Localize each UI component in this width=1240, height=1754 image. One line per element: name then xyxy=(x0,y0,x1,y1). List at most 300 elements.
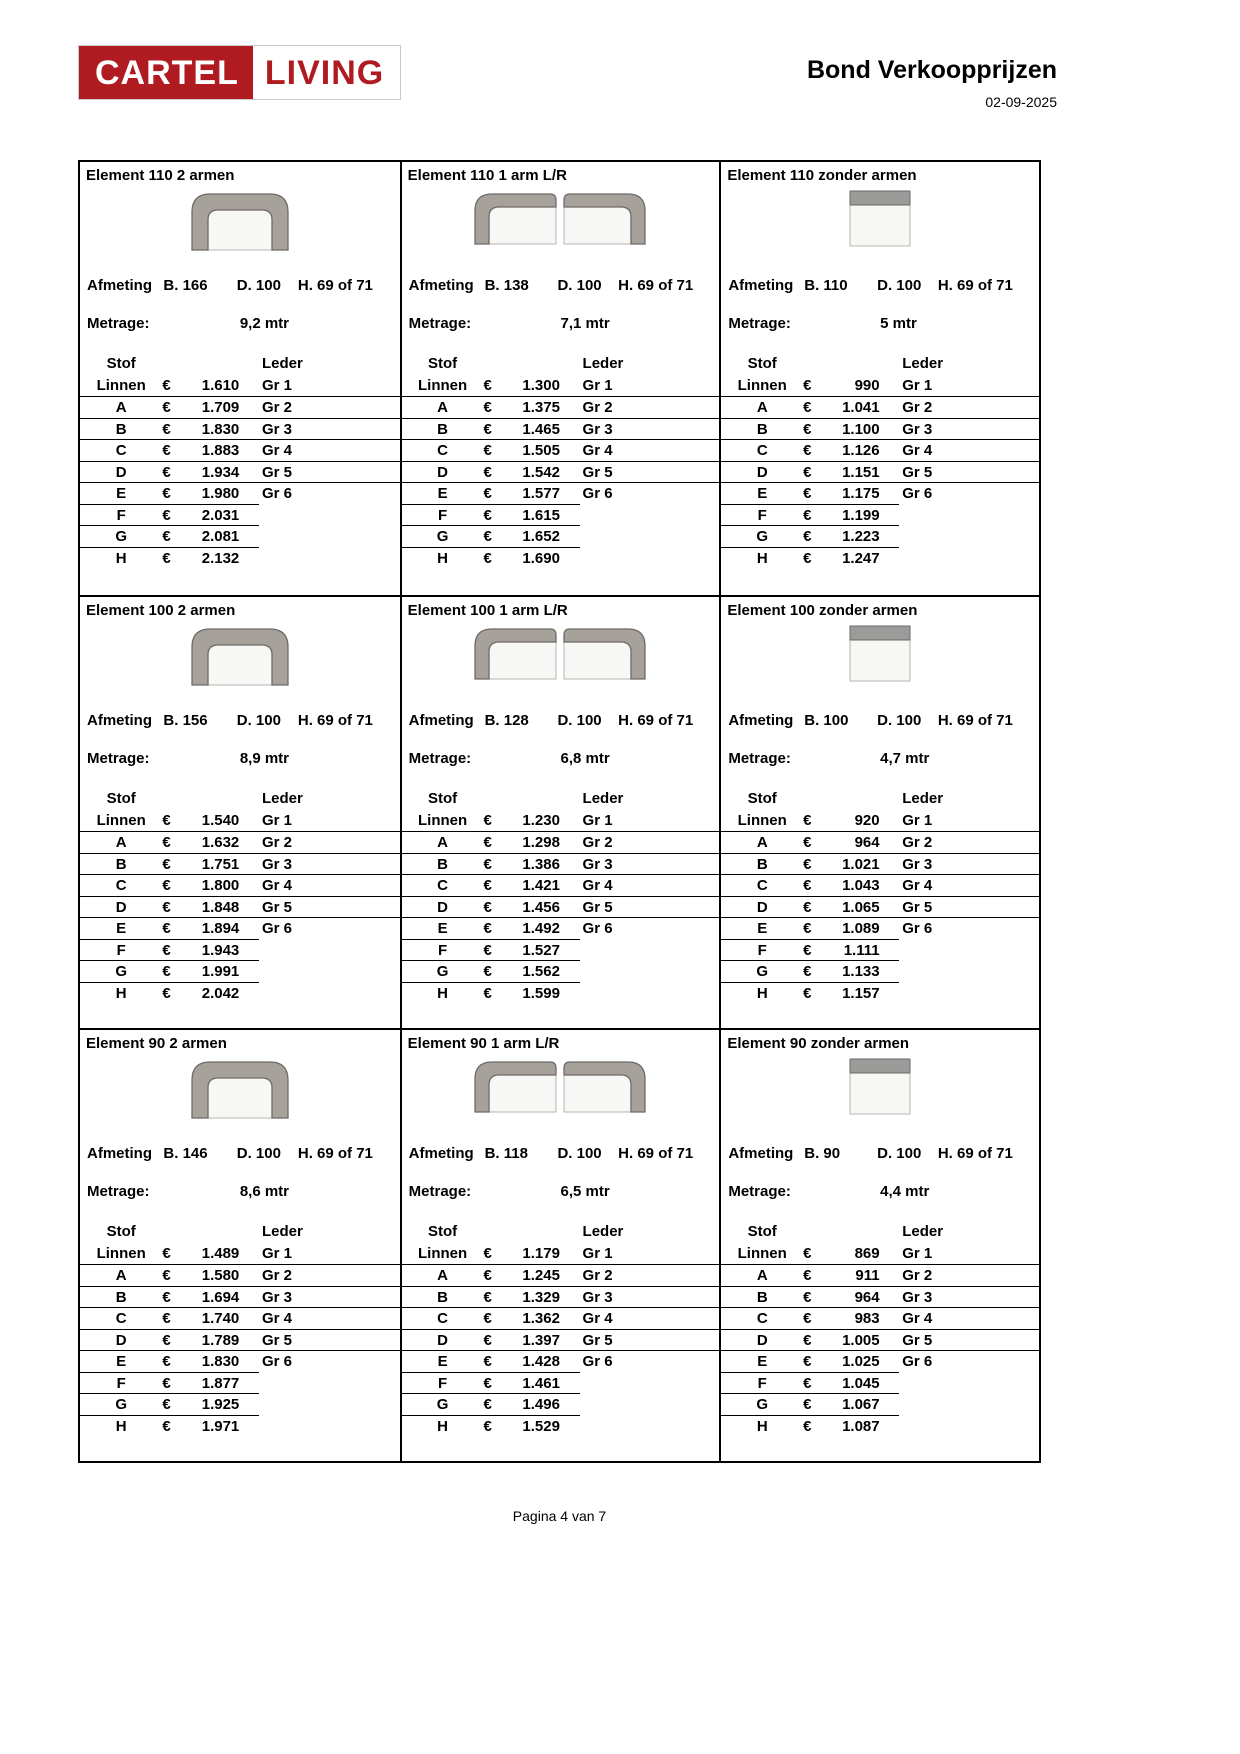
price-value: 983 xyxy=(854,1310,880,1327)
price-value: 2.132 xyxy=(201,549,240,567)
euro-sign: € xyxy=(803,1331,812,1349)
metrage-row xyxy=(402,315,720,332)
leder-group-label xyxy=(899,960,1039,982)
price-value: 1.126 xyxy=(842,442,880,459)
leder-group-label: Gr 2 xyxy=(902,1267,933,1284)
price-row xyxy=(402,482,720,504)
price-row xyxy=(80,1307,400,1329)
leder-group-label: Gr 5 xyxy=(262,463,293,481)
euro-sign: € xyxy=(803,984,812,1002)
price-table xyxy=(80,788,400,1003)
price-table xyxy=(721,1221,1039,1436)
stof-label: E xyxy=(757,1353,768,1370)
logo-cartel-text: CARTEL xyxy=(79,46,253,99)
price-value: 1.751 xyxy=(201,855,240,873)
euro-sign: € xyxy=(483,811,492,829)
element-panel xyxy=(719,162,1039,595)
leder-group-label: Gr 5 xyxy=(582,898,613,916)
price-table-header xyxy=(80,353,400,375)
metrage-label: Metrage: xyxy=(87,1183,150,1200)
stof-label: F xyxy=(757,1374,767,1392)
hoogte-value: H. 69 of 71 xyxy=(618,712,694,729)
stof-label: A xyxy=(115,399,127,416)
afmeting-row xyxy=(80,1145,400,1162)
panel-title: Element 90 1 arm L/R xyxy=(407,1035,560,1052)
price-value: 1.199 xyxy=(842,506,880,524)
leder-column-header: Leder xyxy=(902,355,944,372)
price-value: 1.025 xyxy=(842,1353,880,1370)
euro-sign: € xyxy=(162,1244,171,1262)
euro-sign: € xyxy=(803,855,812,873)
price-row xyxy=(721,1286,1039,1308)
stof-label: F xyxy=(116,941,126,959)
price-row xyxy=(80,939,400,961)
euro-sign: € xyxy=(162,1267,171,1284)
price-row xyxy=(721,810,1039,832)
diepte-value: D. 100 xyxy=(877,277,922,294)
euro-sign: € xyxy=(803,1288,812,1306)
leder-group-label xyxy=(259,547,400,569)
afmeting-row xyxy=(721,277,1039,294)
metrage-label: Metrage: xyxy=(728,315,791,332)
price-value: 1.087 xyxy=(842,1417,880,1435)
price-value: 1.089 xyxy=(842,920,880,937)
euro-sign: € xyxy=(162,1374,171,1392)
price-value: 1.740 xyxy=(201,1310,240,1327)
diepte-value: D. 100 xyxy=(557,1145,602,1162)
price-row xyxy=(80,547,400,569)
price-value: 1.100 xyxy=(842,420,880,438)
stof-label: Linnen xyxy=(737,1244,787,1262)
element-panel xyxy=(400,595,720,1028)
breedte-value: B. 110 xyxy=(804,277,848,294)
euro-sign: € xyxy=(803,506,812,524)
leder-group-label: Gr 6 xyxy=(262,485,293,502)
leder-column-header: Leder xyxy=(262,355,303,372)
euro-sign: € xyxy=(803,1267,812,1284)
price-value: 1.694 xyxy=(201,1288,240,1306)
document-date: 02-09-2025 xyxy=(985,94,1057,110)
price-value: 1.980 xyxy=(201,485,240,502)
price-value: 1.300 xyxy=(522,376,560,394)
stof-label: A xyxy=(437,399,448,416)
price-row xyxy=(80,874,400,896)
breedte-value: B. 138 xyxy=(484,277,529,294)
leder-group-label: Gr 3 xyxy=(262,855,293,873)
price-row xyxy=(402,960,720,982)
leder-group-label: Gr 1 xyxy=(902,1244,933,1262)
euro-sign: € xyxy=(803,877,812,894)
price-value: 1.465 xyxy=(522,420,560,438)
breedte-value: B. 128 xyxy=(484,712,529,729)
leder-group-label: Gr 1 xyxy=(582,376,613,394)
stof-label: H xyxy=(115,1417,127,1435)
stof-label: B xyxy=(756,1288,768,1306)
stof-label: D xyxy=(115,898,127,916)
leder-group-label: Gr 4 xyxy=(582,442,613,459)
price-value: 1.045 xyxy=(842,1374,880,1392)
price-value: 869 xyxy=(854,1244,880,1262)
stof-column-header: Stof xyxy=(427,355,458,372)
price-value: 1.456 xyxy=(522,898,560,916)
leder-column-header: Leder xyxy=(582,790,624,807)
element-panel xyxy=(719,1028,1039,1461)
stof-label: Linnen xyxy=(737,376,787,394)
leder-group-label: Gr 6 xyxy=(262,1353,293,1370)
stof-column-header: Stof xyxy=(747,355,777,372)
euro-sign: € xyxy=(803,1310,812,1327)
stof-label: F xyxy=(116,506,126,524)
price-value: 1.527 xyxy=(522,941,560,959)
euro-sign: € xyxy=(483,1374,492,1392)
price-table-header xyxy=(80,788,400,810)
stof-label: D xyxy=(115,1331,127,1349)
euro-sign: € xyxy=(483,376,492,394)
hoogte-value: H. 69 of 71 xyxy=(297,277,373,294)
stof-label: B xyxy=(437,1288,448,1306)
euro-sign: € xyxy=(483,877,492,894)
stof-label: Linnen xyxy=(417,1244,468,1262)
price-row xyxy=(80,831,400,853)
price-value: 2.031 xyxy=(201,506,240,524)
leder-group-label: Gr 2 xyxy=(582,1267,613,1284)
logo-living-text: LIVING xyxy=(253,46,400,99)
stof-label: H xyxy=(115,984,127,1002)
price-value: 1.065 xyxy=(842,898,880,916)
metrage-label: Metrage: xyxy=(408,315,472,332)
leder-group-label xyxy=(259,939,400,961)
leder-group-label: Gr 6 xyxy=(902,485,933,502)
page-title: Bond Verkoopprijzen xyxy=(806,56,1057,84)
leder-group-label: Gr 4 xyxy=(262,442,293,459)
stof-label: G xyxy=(436,1396,449,1413)
euro-sign: € xyxy=(483,1267,492,1284)
euro-sign: € xyxy=(483,834,492,851)
leder-group-label: Gr 3 xyxy=(262,1288,293,1306)
price-value: 1.133 xyxy=(842,963,880,980)
element-panel xyxy=(400,162,720,595)
stof-label: Linnen xyxy=(96,811,146,829)
leder-group-label xyxy=(899,982,1039,1004)
leder-group-label: Gr 4 xyxy=(902,877,933,894)
panel-title: Element 110 1 arm L/R xyxy=(407,167,567,184)
stof-label: C xyxy=(115,877,127,894)
leder-group-label: Gr 6 xyxy=(582,1353,613,1370)
price-value: 1.877 xyxy=(201,1374,240,1392)
stof-label: F xyxy=(437,1374,448,1392)
price-row xyxy=(402,1350,720,1372)
leder-group-label: Gr 5 xyxy=(262,1331,293,1349)
diepte-value: D. 100 xyxy=(557,277,602,294)
leder-group-label: Gr 2 xyxy=(262,399,293,416)
price-row xyxy=(721,982,1039,1004)
leder-group-label: Gr 2 xyxy=(902,399,933,416)
price-table-header xyxy=(402,1221,720,1243)
euro-sign: € xyxy=(803,920,812,937)
hoogte-value: H. 69 of 71 xyxy=(937,277,1013,294)
euro-sign: € xyxy=(803,1374,812,1392)
leder-group-label: Gr 6 xyxy=(582,920,613,937)
price-row xyxy=(402,504,720,526)
price-row xyxy=(80,504,400,526)
euro-sign: € xyxy=(162,1310,171,1327)
price-value: 1.175 xyxy=(842,485,880,502)
hoogte-value: H. 69 of 71 xyxy=(937,712,1013,729)
euro-sign: € xyxy=(483,1288,492,1306)
price-value: 1.894 xyxy=(201,920,240,937)
price-row xyxy=(80,1264,400,1286)
price-row xyxy=(80,1329,400,1351)
price-value: 1.230 xyxy=(522,811,560,829)
leder-group-label: Gr 1 xyxy=(582,1244,613,1262)
diepte-value: D. 100 xyxy=(236,277,281,294)
euro-sign: € xyxy=(803,442,812,459)
price-value: 1.599 xyxy=(522,984,560,1002)
hoogte-value: H. 69 of 71 xyxy=(618,1145,694,1162)
leder-group-label xyxy=(899,939,1039,961)
stof-label: Linnen xyxy=(417,376,468,394)
stof-label: B xyxy=(115,855,127,873)
price-value: 1.151 xyxy=(842,463,880,481)
price-value: 1.991 xyxy=(201,963,240,980)
price-row xyxy=(402,831,720,853)
breedte-value: B. 166 xyxy=(163,277,208,294)
no-arms-sofa-diagram xyxy=(721,190,1039,260)
price-value: 1.505 xyxy=(522,442,560,459)
price-row xyxy=(721,831,1039,853)
price-value: 1.971 xyxy=(201,1417,240,1435)
euro-sign: € xyxy=(803,376,812,394)
price-row xyxy=(402,1372,720,1394)
euro-sign: € xyxy=(162,1353,171,1370)
afmeting-label: Afmeting xyxy=(408,1145,474,1162)
leder-group-label: Gr 4 xyxy=(902,1310,933,1327)
leder-group-label xyxy=(899,525,1039,547)
stof-label: B xyxy=(756,855,768,873)
price-table xyxy=(721,788,1039,1003)
afmeting-row xyxy=(402,1145,720,1162)
price-row xyxy=(402,982,720,1004)
afmeting-label: Afmeting xyxy=(408,277,474,294)
metrage-value: 4,4 mtr xyxy=(880,1183,930,1200)
price-value: 1.043 xyxy=(842,877,880,894)
leder-group-label: Gr 3 xyxy=(582,420,613,438)
price-row xyxy=(80,1415,400,1437)
euro-sign: € xyxy=(483,1417,492,1435)
euro-sign: € xyxy=(483,963,492,980)
price-row xyxy=(721,418,1039,440)
leder-group-label xyxy=(580,547,720,569)
leder-group-label: Gr 3 xyxy=(582,1288,613,1306)
price-row xyxy=(80,853,400,875)
price-value: 1.489 xyxy=(201,1244,240,1262)
stof-label: B xyxy=(115,420,127,438)
stof-label: E xyxy=(116,920,127,937)
diepte-value: D. 100 xyxy=(877,712,922,729)
stof-label: C xyxy=(115,442,127,459)
euro-sign: € xyxy=(483,399,492,416)
leder-group-label: Gr 5 xyxy=(902,898,933,916)
price-value: 1.925 xyxy=(201,1396,240,1413)
stof-label: B xyxy=(756,420,768,438)
element-panel xyxy=(80,1028,400,1461)
price-value: 1.298 xyxy=(522,834,560,851)
stof-label: D xyxy=(756,1331,768,1349)
leder-group-label xyxy=(899,1393,1039,1415)
price-value: 1.041 xyxy=(842,399,880,416)
stof-label: C xyxy=(115,1310,127,1327)
metrage-row xyxy=(80,315,400,332)
stof-label: H xyxy=(756,1417,768,1435)
metrage-value: 5 mtr xyxy=(880,315,917,332)
stof-column-header: Stof xyxy=(106,790,136,807)
stof-label: A xyxy=(437,1267,448,1284)
panel-title: Element 100 2 armen xyxy=(86,602,236,619)
leder-group-label: Gr 6 xyxy=(902,1353,933,1370)
stof-label: F xyxy=(437,941,448,959)
leder-group-label xyxy=(259,1415,400,1437)
price-row xyxy=(80,1393,400,1415)
price-row xyxy=(80,960,400,982)
price-row xyxy=(402,1264,720,1286)
leder-group-label: Gr 3 xyxy=(902,420,933,438)
leder-group-label: Gr 3 xyxy=(902,1288,933,1306)
stof-label: G xyxy=(756,528,769,545)
euro-sign: € xyxy=(483,941,492,959)
metrage-row xyxy=(80,750,400,767)
euro-sign: € xyxy=(803,399,812,416)
leder-group-label: Gr 2 xyxy=(902,834,933,851)
price-row xyxy=(402,1307,720,1329)
metrage-row xyxy=(721,1183,1039,1200)
panel-title: Element 90 2 armen xyxy=(86,1035,227,1052)
leder-group-label: Gr 2 xyxy=(582,834,613,851)
afmeting-row xyxy=(80,712,400,729)
diepte-value: D. 100 xyxy=(236,1145,281,1162)
leder-group-label: Gr 4 xyxy=(902,442,933,459)
stof-label: E xyxy=(437,485,448,502)
price-value: 1.428 xyxy=(522,1353,560,1370)
price-value: 990 xyxy=(854,376,880,394)
hoogte-value: H. 69 of 71 xyxy=(297,712,373,729)
leder-group-label: Gr 6 xyxy=(902,920,933,937)
euro-sign: € xyxy=(162,376,171,394)
breedte-value: B. 146 xyxy=(163,1145,208,1162)
element-panel xyxy=(80,162,400,595)
stof-label: H xyxy=(115,549,127,567)
price-value: 2.081 xyxy=(201,528,240,545)
euro-sign: € xyxy=(162,420,171,438)
panel-title: Element 110 2 armen xyxy=(86,167,235,184)
price-value: 1.157 xyxy=(842,984,880,1002)
price-value: 1.577 xyxy=(522,485,560,502)
leder-group-label xyxy=(580,982,720,1004)
stof-label: C xyxy=(756,877,768,894)
metrage-value: 7,1 mtr xyxy=(560,315,610,332)
price-row xyxy=(80,439,400,461)
price-value: 1.580 xyxy=(201,1267,240,1284)
stof-label: F xyxy=(437,506,448,524)
price-row xyxy=(80,982,400,1004)
one-arm-lr-sofa-diagram xyxy=(402,1058,720,1128)
leder-group-label xyxy=(899,547,1039,569)
element-panel xyxy=(400,1028,720,1461)
price-row xyxy=(80,1372,400,1394)
euro-sign: € xyxy=(483,1396,492,1413)
price-row xyxy=(402,547,720,569)
leder-group-label xyxy=(580,1415,720,1437)
price-value: 1.652 xyxy=(522,528,560,545)
leder-group-label: Gr 6 xyxy=(582,485,613,502)
stof-column-header: Stof xyxy=(427,790,458,807)
price-value: 964 xyxy=(854,1288,880,1306)
euro-sign: € xyxy=(162,463,171,481)
no-arms-sofa-diagram xyxy=(721,1058,1039,1128)
leder-group-label xyxy=(899,1372,1039,1394)
panel-title: Element 100 1 arm L/R xyxy=(407,602,568,619)
price-value: 1.492 xyxy=(522,920,560,937)
price-row xyxy=(721,1372,1039,1394)
panel-title: Element 110 zonder armen xyxy=(727,167,917,184)
price-value: 1.021 xyxy=(842,855,880,873)
price-value: 1.005 xyxy=(842,1331,880,1349)
price-row xyxy=(80,482,400,504)
price-row xyxy=(721,547,1039,569)
price-value: 1.800 xyxy=(201,877,240,894)
stof-label: C xyxy=(437,442,448,459)
leder-group-label: Gr 4 xyxy=(582,1310,613,1327)
stof-label: A xyxy=(756,1267,768,1284)
price-row xyxy=(402,375,720,397)
price-row xyxy=(80,525,400,547)
euro-sign: € xyxy=(483,506,492,524)
stof-label: E xyxy=(757,485,768,502)
stof-label: Linnen xyxy=(737,811,787,829)
afmeting-row xyxy=(80,277,400,294)
price-row xyxy=(402,896,720,918)
leder-column-header: Leder xyxy=(582,355,624,372)
euro-sign: € xyxy=(803,941,812,959)
afmeting-label: Afmeting xyxy=(728,1145,794,1162)
no-arms-sofa-diagram xyxy=(721,625,1039,695)
euro-sign: € xyxy=(483,1331,492,1349)
leder-column-header: Leder xyxy=(902,790,944,807)
euro-sign: € xyxy=(162,506,171,524)
stof-label: G xyxy=(436,963,449,980)
metrage-label: Metrage: xyxy=(728,750,791,767)
stof-label: C xyxy=(437,1310,448,1327)
price-table-header xyxy=(402,788,720,810)
stof-label: A xyxy=(115,1267,127,1284)
price-value: 1.247 xyxy=(842,549,880,567)
stof-label: G xyxy=(115,963,127,980)
price-row xyxy=(80,810,400,832)
leder-group-label: Gr 2 xyxy=(262,834,293,851)
afmeting-label: Afmeting xyxy=(87,277,152,294)
breedte-value: B. 118 xyxy=(484,1145,528,1162)
metrage-value: 6,8 mtr xyxy=(560,750,610,767)
price-row xyxy=(721,853,1039,875)
price-value: 1.496 xyxy=(522,1396,560,1413)
leder-group-label xyxy=(580,1393,720,1415)
diepte-value: D. 100 xyxy=(877,1145,922,1162)
metrage-row xyxy=(721,315,1039,332)
stof-label: E xyxy=(437,920,448,937)
price-row xyxy=(402,1243,720,1265)
price-row xyxy=(402,810,720,832)
euro-sign: € xyxy=(162,984,171,1002)
euro-sign: € xyxy=(803,1417,812,1435)
